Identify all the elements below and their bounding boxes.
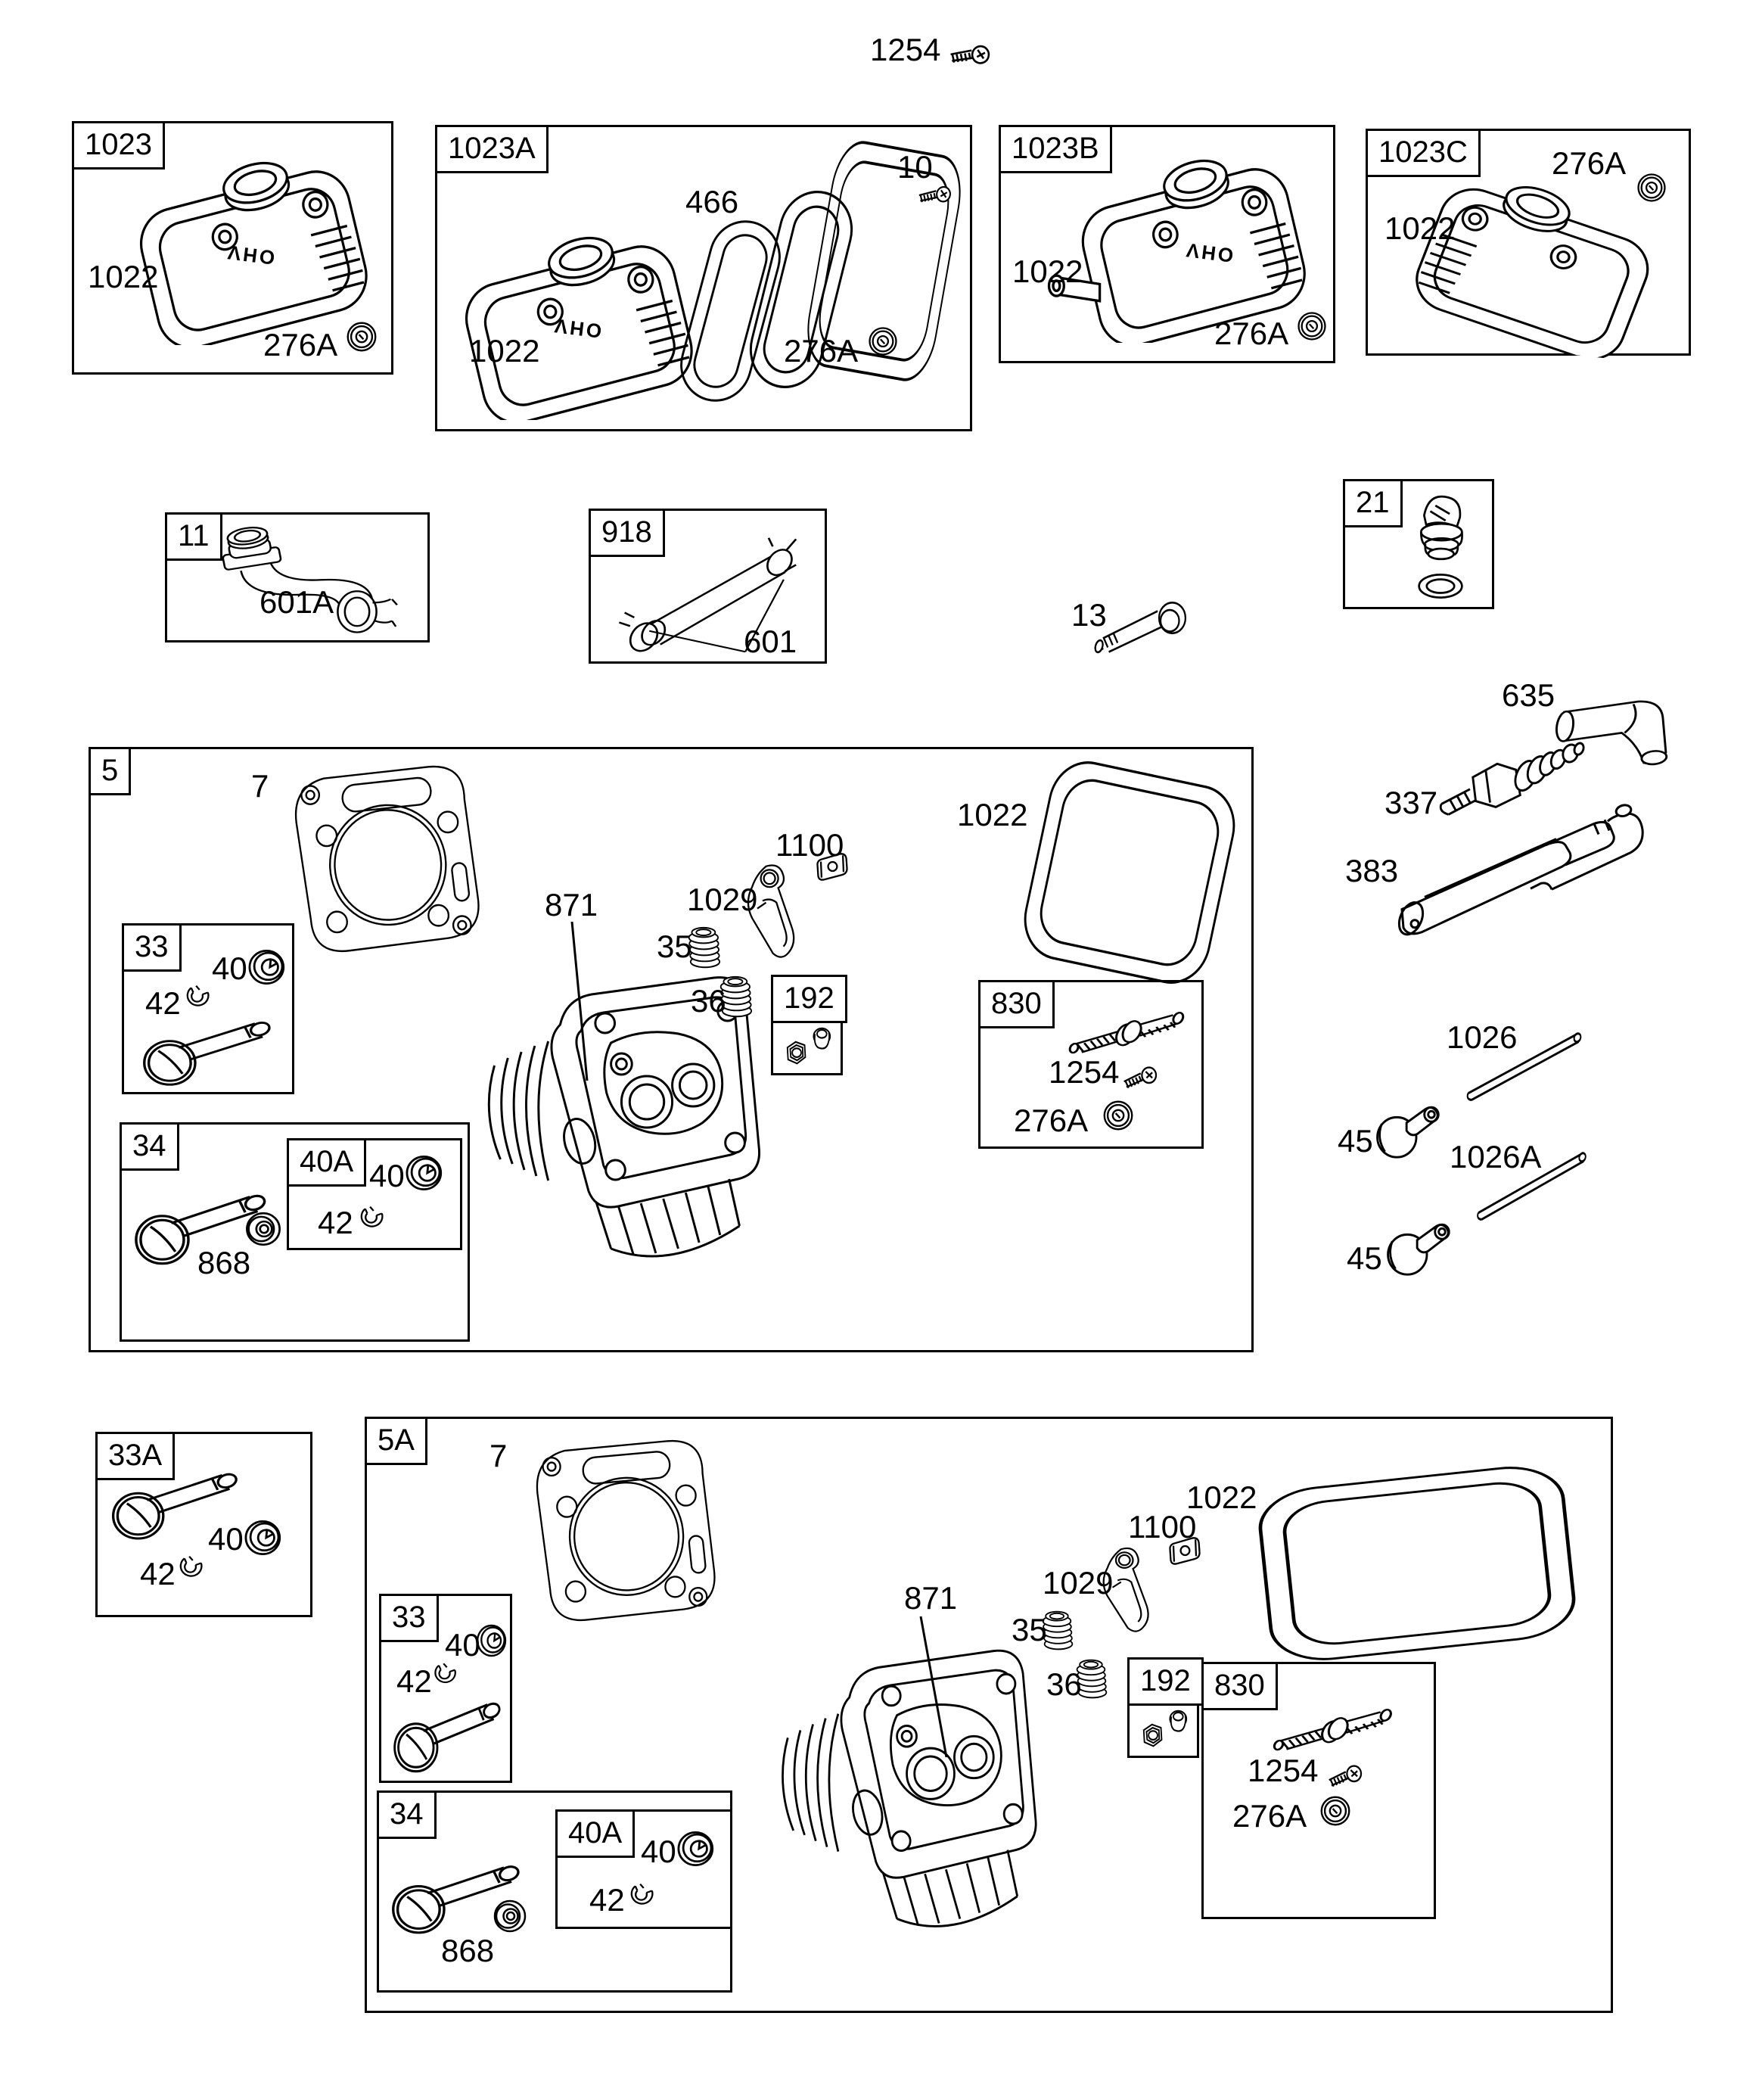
- group-box-1023: [72, 121, 393, 375]
- callout-retainer: 40: [369, 1158, 405, 1193]
- callout-plug-wrench: 383: [1345, 853, 1399, 888]
- keeper-drawing: [173, 1549, 208, 1582]
- stud-drawing: [1064, 994, 1192, 1056]
- retainer-drawing: [247, 947, 289, 988]
- group-tab-21: 21: [1343, 479, 1403, 527]
- washer-drawing: [1100, 1097, 1136, 1134]
- callout-retainer: 40: [208, 1521, 244, 1557]
- group-tab-33A: 33A: [95, 1432, 175, 1480]
- callout-screw: 10: [897, 149, 933, 185]
- group-tab-192: 192: [1127, 1657, 1204, 1706]
- callout-pushrod-bottom: 1026A: [1450, 1139, 1542, 1174]
- group-tab-5A: 5A: [365, 1417, 427, 1465]
- group-tab-1023C: 1023C: [1366, 129, 1481, 177]
- group-tab-1023A: 1023A: [435, 125, 549, 173]
- group-tab-40A: 40A: [555, 1809, 635, 1858]
- group-tab-34: 34: [120, 1122, 179, 1171]
- callout-gasket: 466: [685, 184, 739, 219]
- callout-screw: 1254: [1248, 1753, 1319, 1788]
- breather-tube-drawing: [204, 521, 423, 640]
- group-box-34: [120, 1122, 470, 1342]
- group-box-5A: [365, 1417, 1613, 2013]
- callout-cylinder-head: 871: [545, 887, 598, 922]
- oil-fill-cap-drawing: [1400, 487, 1481, 607]
- group-tab-33: 33: [379, 1594, 439, 1642]
- ohv-logo: OHV: [224, 241, 276, 269]
- callout-retainer: 40: [212, 950, 247, 986]
- screw-drawing: [1118, 1062, 1160, 1094]
- callout-cover: 1022: [469, 333, 540, 369]
- group-tab-33: 33: [122, 923, 182, 972]
- valve-drawing: [390, 1687, 508, 1776]
- group-box-192: [771, 975, 843, 1075]
- keeper-drawing: [354, 1199, 389, 1233]
- retainer-drawing: [404, 1153, 446, 1193]
- callout-top-screw: 1254: [870, 32, 941, 67]
- callout-plug-boot: 635: [1502, 677, 1555, 713]
- callout-cover: 1022: [88, 259, 159, 294]
- retainer-drawing: [475, 1622, 510, 1660]
- screw-drawing: [940, 33, 996, 78]
- ohv-logo: OHV: [551, 314, 603, 343]
- callout-keeper: 42: [318, 1205, 353, 1240]
- ohv-logo: OHV: [1183, 238, 1235, 267]
- callout-tappet-bottom: 45: [1347, 1240, 1382, 1276]
- group-box-192: [1127, 1657, 1199, 1758]
- callout-washer: 276A: [1552, 145, 1627, 181]
- callout-seal: 868: [197, 1245, 251, 1280]
- nut-set-drawing: [1134, 1699, 1196, 1755]
- group-box-830: [978, 980, 1204, 1149]
- callout-spring-intake: 35: [1012, 1612, 1047, 1647]
- callout-cover-gasket: 1022: [1186, 1479, 1257, 1515]
- group-box-21: [1343, 479, 1494, 609]
- group-box-34: [377, 1790, 732, 1993]
- callout-retainer: 40: [641, 1834, 676, 1869]
- callout-spark-plug: 337: [1385, 785, 1438, 820]
- group-tab-34: 34: [377, 1790, 437, 1839]
- callout-tube: 601A: [259, 584, 334, 620]
- group-box-1023A: [435, 125, 972, 431]
- callout-cover: 1022: [1012, 254, 1083, 289]
- callout-rocker-pivot: 1100: [775, 827, 844, 863]
- callout-screw: 1254: [1049, 1054, 1120, 1090]
- callout-pushrod-top: 1026: [1447, 1019, 1518, 1055]
- valve-cover-drawing: [1403, 173, 1665, 363]
- callout-keeper: 42: [589, 1882, 625, 1918]
- group-box-918: [589, 509, 827, 664]
- cover-gasket-drawing: [1007, 744, 1252, 1001]
- cover-gasket-drawing: [1242, 1452, 1593, 1675]
- washer-drawing: [1294, 309, 1329, 344]
- rocker-arm-drawing: [740, 861, 810, 973]
- callout-rocker-arm: 1029: [687, 882, 758, 917]
- callout-washer: 276A: [263, 327, 338, 362]
- group-box-40A: [555, 1809, 732, 1929]
- callout-keeper: 42: [145, 985, 181, 1021]
- group-tab-918: 918: [589, 509, 665, 557]
- tappet-drawing: [1371, 1097, 1447, 1164]
- group-box-11: [165, 512, 430, 642]
- callout-washer: 276A: [784, 333, 859, 369]
- screw-drawing: [1323, 1761, 1365, 1793]
- group-box-40A: [287, 1138, 462, 1250]
- callout-tube: 601: [744, 624, 797, 659]
- callout-washer: 276A: [1214, 316, 1289, 351]
- leader-line: [918, 1615, 949, 1760]
- washer-drawing: [1634, 170, 1669, 205]
- tappet-drawing: [1381, 1215, 1457, 1281]
- callout-head-gasket: 7: [251, 768, 269, 804]
- callout-washer: 276A: [1014, 1103, 1089, 1138]
- group-box-33A: [95, 1432, 312, 1617]
- callout-cover-gasket: 1022: [957, 797, 1028, 832]
- group-tab-192: 192: [771, 975, 847, 1023]
- group-box-33: [122, 923, 294, 1094]
- keeper-drawing: [624, 1877, 659, 1910]
- group-tab-1023B: 1023B: [999, 125, 1112, 173]
- group-tab-5: 5: [89, 747, 131, 795]
- washer-drawing: [866, 324, 900, 359]
- group-box-33: [379, 1594, 512, 1783]
- callout-spring-intake: 35: [657, 929, 692, 964]
- stud-drawing: [1268, 1691, 1400, 1753]
- callout-seal: 868: [441, 1933, 495, 1968]
- valve-spring-drawing: [687, 926, 723, 969]
- callout-rocker-arm: 1029: [1043, 1565, 1114, 1601]
- head-gasket-drawing: [287, 760, 486, 959]
- callout-spring-exhaust: 36: [1046, 1666, 1082, 1702]
- group-box-830: [1201, 1662, 1436, 1919]
- washer-drawing: [1317, 1793, 1353, 1829]
- callout-bolt: 13: [1071, 597, 1107, 633]
- callout-rocker-pivot: 1100: [1128, 1509, 1197, 1545]
- group-box-1023C: [1366, 129, 1691, 356]
- leader-line: [567, 920, 590, 1083]
- group-tab-830: 830: [978, 980, 1055, 1028]
- group-tab-11: 11: [165, 512, 222, 561]
- callout-keeper: 42: [140, 1556, 176, 1591]
- callout-head-gasket: 7: [489, 1438, 508, 1473]
- group-box-5: [89, 747, 1254, 1352]
- group-tab-1023: 1023: [72, 121, 165, 170]
- callout-spring-exhaust: 36: [691, 983, 726, 1019]
- retainer-drawing: [243, 1517, 285, 1558]
- group-box-1023B: [999, 125, 1335, 363]
- group-tab-40A: 40A: [287, 1138, 366, 1187]
- head-gasket-drawing: [529, 1435, 720, 1626]
- callout-tappet-top: 45: [1338, 1123, 1373, 1159]
- seal-drawing: [243, 1209, 284, 1249]
- seal-drawing: [491, 1897, 529, 1935]
- callout-cover: 1022: [1385, 210, 1456, 246]
- nut-set-drawing: [778, 1016, 840, 1072]
- retainer-drawing: [676, 1828, 718, 1869]
- callout-washer: 276A: [1232, 1798, 1307, 1834]
- callout-keeper: 42: [396, 1663, 432, 1699]
- group-tab-830: 830: [1201, 1662, 1278, 1710]
- cylinder-head-drawing: [763, 1626, 1043, 1955]
- washer-drawing: [343, 319, 380, 355]
- callout-retainer: 40: [445, 1627, 480, 1663]
- callout-cylinder-head: 871: [904, 1580, 958, 1616]
